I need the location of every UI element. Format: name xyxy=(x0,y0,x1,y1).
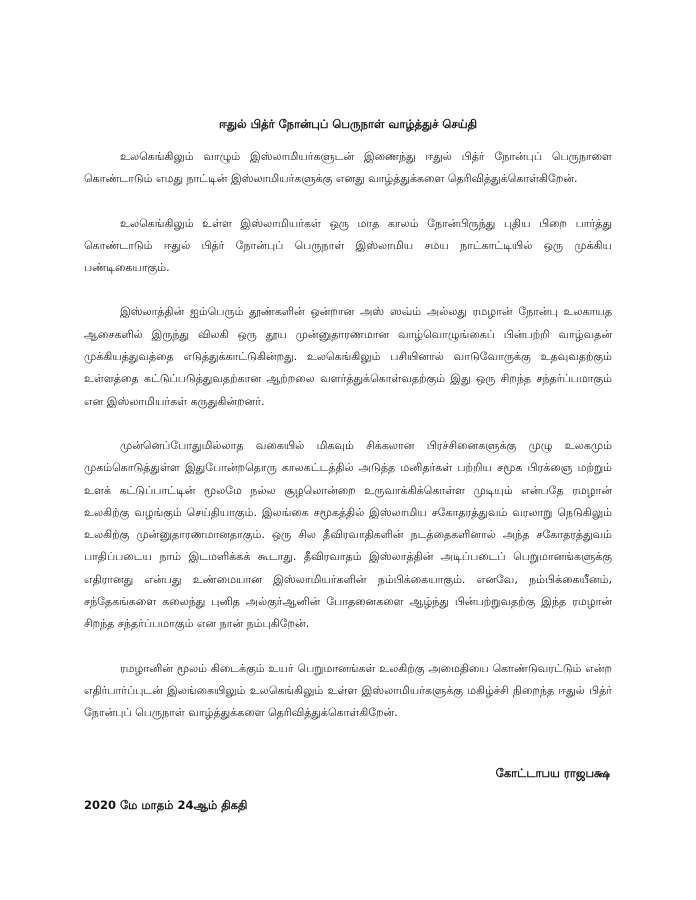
document-body xyxy=(84,146,612,747)
paragraph-5: ரமழானின் மூலம் கிடைக்கும் உயர் பெறுமானங்கள் உலகிற்கு அமைதியை கொண்டுவரட்டும் என்ற எதிர்பார்ப்புடன் இலங்கையிலும் உலகெங்கிலும் உள்ள இஸ்லாமியர்களுக்கு மகிழ்ச்சி நிறைந்த ஈதுல் பித்ர் நோன்புப் பெருநாள் வாழ்த்துக்களை தெரிவித்துக்கொள்கிறேன். xyxy=(84,661,612,720)
document-date: 2020 மே மாதம் 24ஆம் திகதி xyxy=(84,798,248,812)
paragraph-2: உலகெங்கிலும் உள்ள இஸ்லாமியர்கள் ஒரு மாத காலம் நோன்பிருந்து புதிய பிறை பார்த்து கொண்டாடும் ஈதுல் பித்ர் நோன்புப் பெருநாள் இஸ்லாமிய சமய நாட்காட்டியில் ஒரு முக்கிய பண்டிகையாகும். xyxy=(84,216,612,275)
paragraph-4: முன்னெப்போதுமில்லாத வகையில் மிகவும் சிக்கலான பிரச்சினைகளுக்கு முழு உலகமும் முகம்கொடுத்துள்ள இதுபோன்றதொரு காலகட்டத்தில் அடுத்த மனிதர்கள் பற்றிய சமூக பிரக்ஞை மற்றும் உளக் கட்டுப்பாட்டின் மூலமே நல்ல சூழலொன்றை உருவாக்கிக்கொள்ள முடியும் என்பதே ரமழான் உலகிற்கு வழங்கும் செய்தியாகும். இலங்கை சமூகத்தில் இஸ்லாமிய சகோதரத்துவம் வரலாறு நெடுகிலும் உலகிற்கு முன்னுதாரணமானதாகும். ஒரு சில தீவிரவாதிகளின் நடத்தைகளினால் அந்த சகோதரத்துவம் பாதிப்படைய நாம் இடமளிக்கக் கூடாது. தீவிரவாதம் இஸ்லாத்தின் அடிப்படைப் பெறுமானங்களுக்கு எதிரானது என்பது உண்மையான இஸ்லாமியர்களின் நம்பிக்கையாகும். எனவே, நம்பிக்கையீனம், சந்தேகங்களை கலைந்து புனித அல்குர்ஆனின் போதனைகளை ஆழ்ந்து பின்பற்றுவதற்கு இந்த ரமழான் சிறந்த சந்தர்ப்பமாகும் என நான் நம்புகிறேன். xyxy=(84,438,612,631)
signature-name: கோட்டாபய ராஜபக்ஷ xyxy=(495,766,610,780)
paragraph-3: இஸ்லாத்தின் ஐம்பெரும் தூண்களின் ஒன்றான அஸ் ஸவ்ம் அல்லது ரமழான் நோன்பு உலகாயத ஆசைகளில் இருந்து விலகி ஒரு தூய முன்னுதாரணமான வாழ்வொழுங்கைப் பின்பற்றி வாழ்வதன் முக்கியத்துவத்தை எடுத்துக்காட்டுகின்றது. உலகெங்கிலும் பசியினால் வாடுவோருக்கு உதவுவதற்கும் உள்ளத்தை கட்டுப்படுத்துவதற்கான ஆற்றலை வளர்த்துக்கொள்வதற்கும் இது ஒரு சிறந்த சந்தர்ப்பமாகும் என இஸ்லாமியர்கள் கருதுகின்றனர். xyxy=(84,305,612,408)
paragraph-1: உலகெங்கிலும் வாழும் இஸ்லாமியர்களுடன் இணைந்து ஈதுல் பித்ர் நோன்புப் பெருநாளை கொண்டாடும் எமது நாட்டின் இஸ்லாமியர்களுக்கு எனது வாழ்த்துக்களை தெரிவித்துக்கொள்கிறேன். xyxy=(84,150,612,186)
document-title: ஈதுல் பித்ர் நோன்புப் பெருநாள் வாழ்த்துச் செய்தி xyxy=(218,117,478,131)
